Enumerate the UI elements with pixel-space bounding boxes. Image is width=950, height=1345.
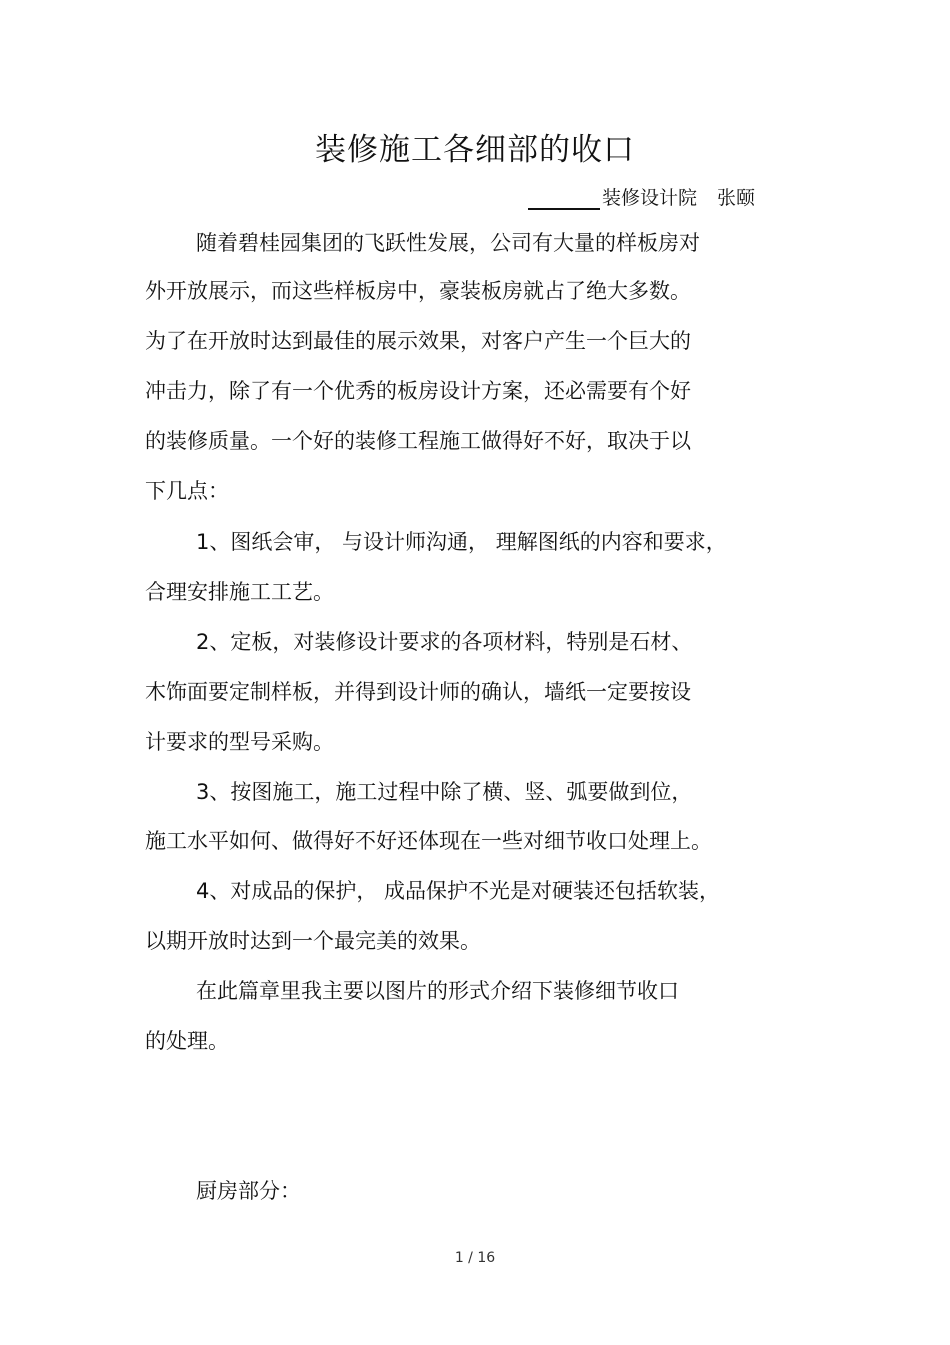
paragraph-line: 在此篇章里我主要以图片的形式介绍下装修细节收口	[196, 979, 679, 1003]
paragraph-line: 施工水平如何、做得好不好还体现在一些对细节收口处理上。	[145, 829, 712, 853]
paragraph-line: 合理安排施工工艺。	[145, 580, 334, 604]
paragraph-line: 2、定板，对装修设计要求的各项材料，特别是石材、	[196, 630, 693, 654]
section-heading: 厨房部分：	[196, 1179, 301, 1203]
paragraph-line: 外开放展示，而这些样板房中，豪装板房就占了绝大多数。	[145, 279, 691, 303]
paragraph-line: 为了在开放时达到最佳的展示效果，对客户产生一个巨大的	[145, 329, 691, 353]
paragraph-line: 下几点：	[145, 479, 229, 503]
author-department: 装修设计院	[602, 187, 698, 209]
paragraph-line: 以期开放时达到一个最完美的效果。	[145, 929, 481, 953]
paragraph-line: 计要求的型号采购。	[145, 730, 334, 754]
underline-blank	[528, 186, 600, 210]
page-number: 1 / 16	[454, 1250, 496, 1266]
paragraph-line: 3、按图施工，施工过程中除了横、竖、弧要做到位，	[196, 780, 693, 804]
paragraph-line: 4、对成品的保护， 成品保护不光是对硬装还包括软装，	[196, 879, 721, 903]
author-line	[528, 183, 798, 210]
paragraph-line: 的处理。	[145, 1029, 229, 1053]
author-name: 张颐	[717, 187, 756, 209]
paragraph-line: 木饰面要定制样板，并得到设计师的确认，墙纸一定要按设	[145, 680, 691, 704]
paragraph-line: 随着碧桂园集团的飞跃性发展，公司有大量的样板房对	[196, 231, 700, 255]
paragraph-line: 1、图纸会审， 与设计师沟通， 理解图纸的内容和要求，	[196, 530, 727, 554]
paragraph-line: 的装修质量。一个好的装修工程施工做得好不好，取决于以	[145, 429, 691, 453]
paragraph-line: 冲击力，除了有一个优秀的板房设计方案，还必需要有个好	[145, 379, 691, 403]
document-title: 装修施工各细部的收口	[315, 132, 635, 168]
